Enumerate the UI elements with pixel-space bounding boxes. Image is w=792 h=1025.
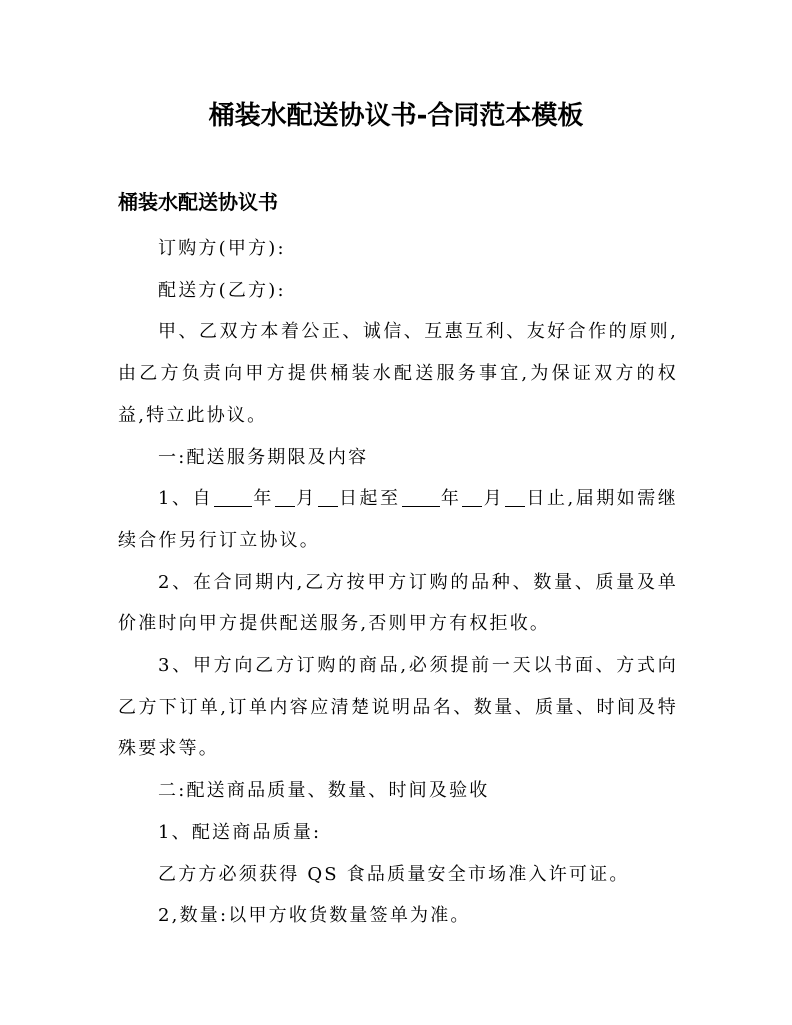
quality-text: 乙方方必须获得 QS 食品质量安全市场准入许可证。 — [158, 863, 630, 885]
term-prefix: 1、自 — [158, 488, 213, 510]
clause-term — [118, 478, 678, 561]
blank-start-year[interactable] — [214, 488, 252, 507]
document-body — [118, 228, 678, 937]
heading-quality: 二:配送商品质量、数量、时间及验收 — [158, 780, 490, 802]
section-title: 桶装水配送协议书 — [118, 190, 278, 214]
term-year-1: 年 — [253, 488, 274, 510]
blank-end-month[interactable] — [462, 488, 482, 507]
clause-2: 2、在合同期内,乙方按甲方订购的品种、数量、质量及单价准时向甲方提供配送服务,否则甲方有权拒收。 — [118, 571, 678, 635]
term-month-1: 月 — [295, 488, 317, 510]
heading-service-term: 一:配送服务期限及内容 — [158, 446, 369, 468]
blank-start-day[interactable] — [318, 488, 338, 507]
term-day-1: 日起至 — [338, 488, 401, 510]
blank-end-day[interactable] — [505, 488, 525, 507]
blank-start-month[interactable] — [275, 488, 295, 507]
document-title: 桶装水配送协议书-合同范本模板 — [208, 101, 584, 131]
term-suffix: 日止,届期如需继续合作另行订立协议。 — [118, 488, 678, 551]
supplier-label: 配送方(乙方): — [158, 279, 286, 301]
clause-3: 3、甲方向乙方订购的商品,必须提前一天以书面、方式向乙方下订单,订单内容应清楚说明品名、数量、质量、时间及特殊要求等。 — [118, 655, 678, 760]
buyer-label: 订购方(甲方): — [158, 238, 286, 259]
quality-heading: 1、配送商品质量: — [158, 821, 322, 843]
term-month-2: 月 — [483, 488, 505, 510]
term-year-2: 年 — [440, 488, 462, 510]
blank-end-year[interactable] — [402, 488, 440, 507]
quantity-text: 2,数量:以甲方收货数量签单为准。 — [158, 905, 471, 927]
preamble-paragraph: 甲、乙双方本着公正、诚信、互惠互利、友好合作的原则,由乙方负责向甲方提供桶装水配送服务事宜,为保证双方的权益,特立此协议。 — [118, 321, 678, 426]
